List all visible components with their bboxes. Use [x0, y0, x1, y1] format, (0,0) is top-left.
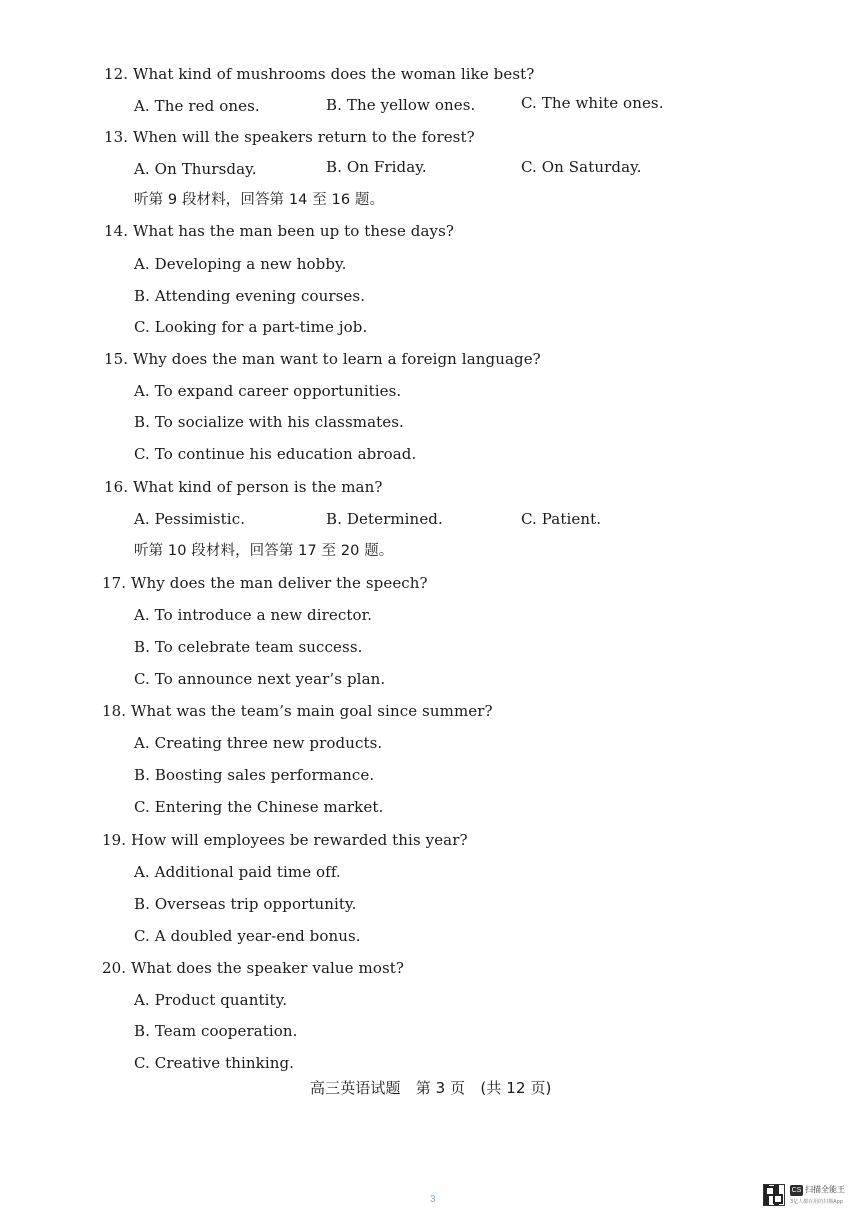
- question-16-option-b: B. Determined.: [326, 510, 443, 528]
- question-15-option-b: B. To socialize with his classmates.: [134, 413, 404, 431]
- question-18-option-c: C. Entering the Chinese market.: [134, 798, 384, 816]
- question-17-option-b: B. To celebrate team success.: [134, 638, 363, 656]
- question-15-option-a: A. To expand career opportunities.: [134, 382, 402, 400]
- question-13-option-a: A. On Thursday.: [134, 160, 257, 178]
- question-14-option-c: C. Looking for a part-time job.: [134, 318, 368, 336]
- question-19-option-b: B. Overseas trip opportunity.: [134, 895, 357, 913]
- question-20-option-c: C. Creative thinking.: [134, 1054, 295, 1072]
- question-20-option-b: B. Team cooperation.: [134, 1022, 298, 1040]
- qr-code-icon: [763, 1184, 785, 1206]
- question-13-option-b: B. On Friday.: [326, 158, 427, 176]
- question-15-stem: 15. Why does the man want to learn a foreign language?: [104, 350, 541, 368]
- section-9-instruction: 听第 9 段材料，回答第 14 至 16 题。: [134, 192, 385, 208]
- question-15-option-c: C. To continue his education abroad.: [134, 445, 417, 463]
- question-20-option-a: A. Product quantity.: [134, 991, 288, 1009]
- scanner-app-name: 扫描全能王: [805, 1185, 845, 1194]
- question-16-stem: 16. What kind of person is the man?: [104, 478, 383, 496]
- question-18-option-a: A. Creating three new products.: [134, 734, 383, 752]
- question-17-stem: 17. Why does the man deliver the speech?: [102, 574, 428, 592]
- section-10-instruction: 听第 10 段材料，回答第 17 至 20 题。: [134, 543, 394, 559]
- question-14-option-a: A. Developing a new hobby.: [134, 255, 347, 273]
- question-12-stem: 12. What kind of mushrooms does the woman like best?: [104, 65, 535, 83]
- question-13-option-c: C. On Saturday.: [521, 158, 642, 176]
- question-18-option-b: B. Boosting sales performance.: [134, 766, 375, 784]
- question-16-option-c: C. Patient.: [521, 510, 602, 528]
- question-13-stem: 13. When will the speakers return to the forest?: [104, 128, 475, 146]
- scanner-tagline: 3亿人都在用的扫描App: [790, 1199, 843, 1205]
- question-20-stem: 20. What does the speaker value most?: [102, 959, 405, 977]
- page-number: 3: [430, 1194, 436, 1205]
- question-19-stem: 19. How will employees be rewarded this year?: [102, 831, 468, 849]
- question-12-option-a: A. The red ones.: [134, 97, 260, 115]
- question-14-option-b: B. Attending evening courses.: [134, 287, 366, 305]
- question-12-option-c: C. The white ones.: [521, 94, 664, 112]
- question-16-option-a: A. Pessimistic.: [134, 510, 246, 528]
- page-footer: 高三英语试题 第 3 页 (共 12 页): [310, 1079, 552, 1097]
- question-19-option-a: A. Additional paid time off.: [134, 863, 341, 881]
- camscanner-logo-icon: CS: [791, 1187, 802, 1194]
- question-19-option-c: C. A doubled year-end bonus.: [134, 927, 361, 945]
- question-14-stem: 14. What has the man been up to these days?: [104, 222, 455, 240]
- question-12-option-b: B. The yellow ones.: [326, 96, 476, 114]
- question-18-stem: 18. What was the team’s main goal since summer?: [102, 702, 493, 720]
- question-17-option-a: A. To introduce a new director.: [134, 606, 373, 624]
- question-17-option-c: C. To announce next year’s plan.: [134, 670, 386, 688]
